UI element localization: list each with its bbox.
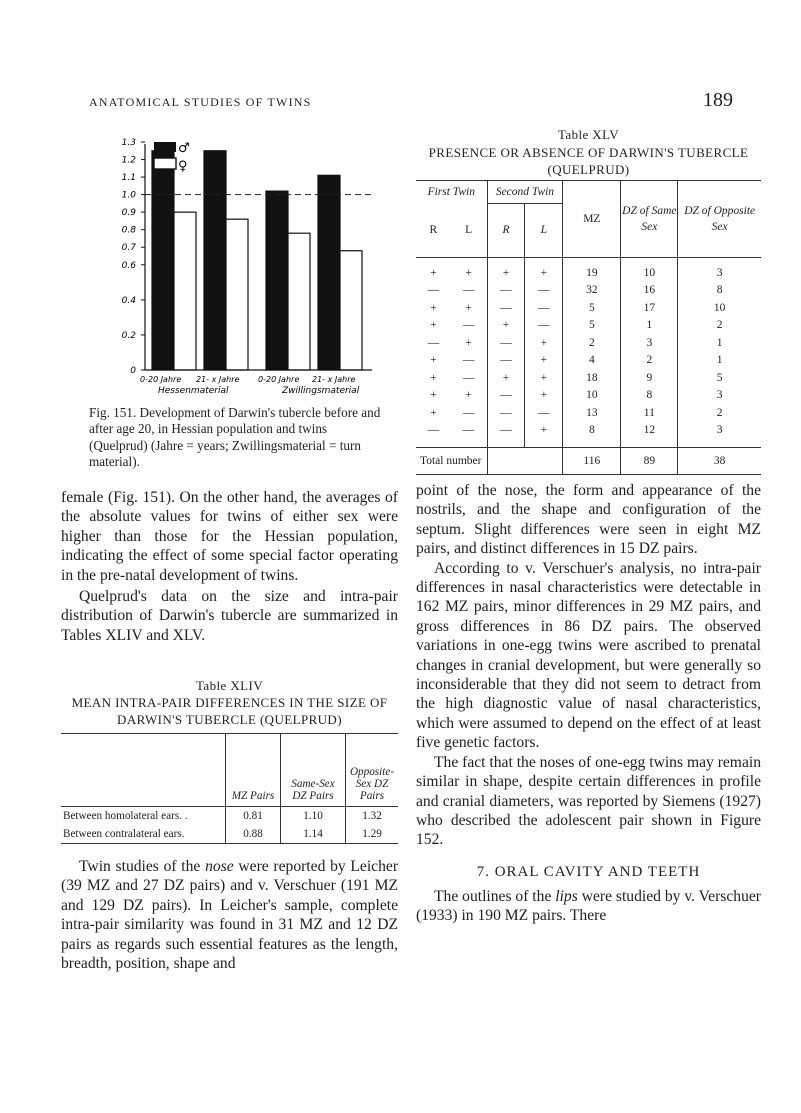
- table45-header-r: R: [429, 224, 438, 236]
- table45-cell: 3: [621, 334, 678, 352]
- x-axis-label: 0-20 Jahre: [140, 375, 182, 384]
- y-tick-label: 1.2: [121, 155, 136, 166]
- emph-nose: nose: [205, 858, 234, 875]
- table45: [416, 180, 761, 475]
- table45-cell: 8: [563, 422, 621, 448]
- group-label-zwilling: Zwillingsmaterial: [282, 386, 360, 395]
- table44-header-same-sex: Same-Sex DZ Pairs: [281, 734, 346, 807]
- table44: [61, 733, 398, 844]
- table45-cell: +: [525, 334, 563, 352]
- table45-label: Table XLV: [557, 127, 620, 142]
- table44-title: MEAN INTRA-PAIR DIFFERENCES IN THE SIZE OF DARWIN'S TUBERCLE (QUELPRUD): [71, 695, 388, 727]
- right-paragraph-1: point of the nose, the form and appearance of the nostrils, and the shape and configuration of the septum. Slight differences were seen in eight MZ pairs, and distinct differences in 15 DZ pairs.: [416, 482, 761, 558]
- bar-female-1: [174, 212, 196, 370]
- right-paragraph-4: [416, 887, 761, 926]
- table45-cell: +: [525, 258, 563, 282]
- table45-cell: —: [487, 404, 525, 422]
- left-paragraph-2: Quelprud's data on the size and intra-pair distribution of Darwin's tubercle are summarized in Tables XLIV and XLV.: [61, 588, 398, 644]
- table45-cell: 8: [621, 387, 678, 405]
- table45-cell: +: [430, 266, 437, 279]
- group-label-hessen: Hessenmaterial: [158, 386, 229, 395]
- emph-lips: lips: [555, 887, 578, 905]
- table44-header-mz: MZ Pairs: [226, 734, 281, 807]
- table45-cell: —: [462, 354, 475, 367]
- table-row: [416, 404, 761, 422]
- bar-female-3: [288, 233, 310, 370]
- table45-cell: 2: [621, 352, 678, 370]
- table45-cell: +: [465, 336, 472, 349]
- table45-total-dz-same: 89: [621, 448, 678, 475]
- y-tick-label: 0.8: [121, 225, 136, 236]
- table45-total-row: [416, 448, 761, 475]
- table45-cell: —: [525, 299, 563, 317]
- bar-male-4: [318, 175, 340, 370]
- y-tick-label: 0.2: [121, 330, 136, 341]
- table45-cell: —: [525, 404, 563, 422]
- table44-cell: 0.81: [226, 807, 281, 826]
- table45-cell: 9: [621, 369, 678, 387]
- table45-cell: 12: [621, 422, 678, 448]
- table45-total-label: Total number: [420, 455, 482, 467]
- table45-cell: 3: [678, 422, 761, 448]
- table-row: [416, 258, 761, 282]
- legend-male-symbol: ♂: [178, 141, 190, 156]
- table45-cell: —: [487, 334, 525, 352]
- left-p3-end: were reported by Leicher (39 MZ and 27 DZ pairs) and v. Verschuer (191 MZ and 129 DZ pairs). In Leicher's sample, complete intra-pair similarity was found in 31 MZ and 12 DZ pairs as regards such essential features as the length, breadth, position, shape and: [61, 858, 399, 973]
- table45-cell: 8: [678, 282, 761, 300]
- y-tick-label: 0.4: [121, 295, 136, 306]
- table45-cell: +: [487, 317, 525, 335]
- left-paragraph-1: female (Fig. 151). On the other hand, the averages of the absolute values for twins of either sex were higher than those for the Hessian population, indicating the effect of some special factor operating in the pre-natal development of twins.: [61, 489, 398, 584]
- page-number: 189: [703, 89, 733, 111]
- table44-header-opposite-sex: Opposite-Sex DZ Pairs: [346, 734, 399, 807]
- table44-cell: 1.10: [281, 807, 346, 826]
- table45-header-dz-same: DZ of Same Sex: [621, 181, 678, 258]
- legend-male-swatch: [154, 142, 176, 152]
- table45-cell: +: [465, 301, 472, 314]
- table44-cell: 1.32: [346, 807, 399, 826]
- y-tick-label: 1.3: [121, 138, 136, 148]
- table-row: [416, 387, 761, 405]
- table45-cell: —: [462, 319, 475, 332]
- table45-cell: 2: [678, 404, 761, 422]
- legend: [154, 141, 190, 174]
- table45-cell: +: [430, 406, 437, 419]
- table45-cell: —: [462, 371, 475, 384]
- table-row: [416, 317, 761, 335]
- table45-cell: +: [487, 369, 525, 387]
- table45-title: PRESENCE OR ABSENCE OF DARWIN'S TUBERCLE (QUELPRUD): [428, 145, 749, 177]
- figure-caption: Fig. 151. Development of Darwin's tubercle before and after age 20, in Hessian population and twins (Quelprud) (Jahre = years; Zwillingsmaterial = turn material).: [89, 405, 381, 470]
- table45-cell: 10: [678, 299, 761, 317]
- table-row: [61, 807, 398, 826]
- x-axis-label: 0-20 Jahre: [258, 375, 300, 384]
- table45-cell: 18: [563, 369, 621, 387]
- table45-total-dz-opposite: 38: [678, 448, 761, 475]
- table45-header-mz: MZ: [563, 181, 621, 258]
- table45-cell: —: [525, 282, 563, 300]
- y-tick-label: 0.9: [121, 208, 136, 219]
- table45-header-r2: R: [487, 203, 525, 258]
- table-row: [416, 352, 761, 370]
- table-row: [416, 334, 761, 352]
- table45-cell: 13: [563, 404, 621, 422]
- table45-cell: 10: [621, 258, 678, 282]
- table45-cell: +: [465, 266, 472, 279]
- right-p4-start: The outlines of the: [434, 887, 556, 905]
- table45-cell: +: [430, 389, 437, 402]
- table45-cell: 5: [678, 369, 761, 387]
- table45-cell: —: [462, 406, 475, 419]
- table45-cell: 5: [563, 317, 621, 335]
- right-p4-end: were studied by v. Verschuer (1933) in 190 MZ pairs. There: [416, 887, 761, 925]
- table45-cell: —: [427, 284, 440, 297]
- legend-female-swatch: [154, 158, 176, 169]
- table45-header-l: L: [465, 224, 473, 236]
- table45-cell: 2: [678, 317, 761, 335]
- table45-cell: +: [487, 258, 525, 282]
- y-tick-label: 0: [130, 366, 136, 376]
- right-paragraph-3: The fact that the noses of one-egg twins may remain similar in shape, despite certain differences in profile and cranial diameters, was reported by Siemens (1927) who described the adolescent pair shown in Figure 152.: [416, 753, 761, 849]
- table45-cell: +: [465, 389, 472, 402]
- table45-cell: 1: [678, 352, 761, 370]
- y-tick-label: 0.6: [121, 260, 136, 271]
- x-axis-label: 21- x Jahre: [196, 375, 240, 384]
- table45-total-mz: 116: [563, 448, 621, 475]
- bar-series: [152, 151, 362, 370]
- table45-cell: 19: [563, 258, 621, 282]
- left-paragraph-3: [61, 857, 398, 973]
- table45-cell: —: [487, 352, 525, 370]
- legend-female-symbol: ♀: [178, 159, 188, 174]
- table45-cell: 1: [621, 317, 678, 335]
- table45-cell: —: [525, 317, 563, 335]
- table45-header-dz-opposite: DZ of Opposite Sex: [678, 181, 761, 258]
- table45-cell: +: [525, 352, 563, 370]
- table44-cell: 1.29: [346, 825, 399, 844]
- table45-cell: 17: [621, 299, 678, 317]
- table45-cell: 4: [563, 352, 621, 370]
- table45-header-l2: L: [525, 203, 563, 258]
- table-row: [416, 282, 761, 300]
- table45-cell: +: [430, 301, 437, 314]
- running-title: ANATOMICAL STUDIES OF TWINS: [89, 95, 312, 109]
- y-tick-label: 1.0: [121, 190, 136, 201]
- bar-male-3: [266, 191, 288, 370]
- x-axis-labels: [140, 375, 356, 384]
- table45-cell: —: [462, 284, 475, 297]
- table45-cell: —: [427, 336, 440, 349]
- table44-cell: 1.14: [281, 825, 346, 844]
- y-tick-label: 1.1: [121, 173, 136, 184]
- y-axis-ticks: [122, 138, 145, 376]
- table44-row-label: Between contralateral ears.: [63, 828, 185, 840]
- bar-male-1: [152, 151, 174, 370]
- bar-female-2: [226, 219, 248, 370]
- table45-cell: 16: [621, 282, 678, 300]
- table45-cell: +: [430, 354, 437, 367]
- table45-cell: 32: [563, 282, 621, 300]
- table45-cell: +: [430, 371, 437, 384]
- table45-cell: 3: [678, 387, 761, 405]
- table-row: [416, 369, 761, 387]
- table45-cell: 1: [678, 334, 761, 352]
- table44-row-label: Between homolateral ears. .: [63, 810, 188, 822]
- table-row: [61, 825, 398, 844]
- table45-header-second-twin: Second Twin: [487, 181, 563, 204]
- bar-male-2: [204, 151, 226, 370]
- table45-cell: +: [525, 369, 563, 387]
- table45-cell: 11: [621, 404, 678, 422]
- table45-cell: —: [487, 282, 525, 300]
- table45-cell: —: [427, 424, 440, 437]
- table45-cell: —: [487, 387, 525, 405]
- table45-header-first-twin: First Twin: [427, 186, 475, 198]
- right-paragraph-2: According to v. Verschuer's analysis, no intra-pair differences in nasal characteristics were detectable in 162 MZ pairs, minor differences in 29 MZ pairs, and gross differences in 86 DZ pairs. The observed variations in one-egg twins were ascribed to prenatal changes in cranial development, but were generally so inconsiderable that they did not seem to detract from the high diagnostic value of nasal characteristics, which were assumed to depend on the effect of at least five genetic factors.: [416, 559, 761, 752]
- table45-cell: +: [525, 422, 563, 448]
- table45-cell: +: [430, 319, 437, 332]
- y-tick-label: 0.7: [121, 243, 136, 254]
- left-p3-start: Twin studies of the: [79, 858, 206, 875]
- table44-label: Table XLIV: [196, 678, 263, 693]
- table45-cell: —: [487, 422, 525, 448]
- bar-female-4: [340, 251, 362, 370]
- table45-cell: 10: [563, 387, 621, 405]
- table45-cell: 2: [563, 334, 621, 352]
- table44-cell: 0.88: [226, 825, 281, 844]
- table-row: [416, 422, 761, 448]
- table45-cell: +: [525, 387, 563, 405]
- table-row: [416, 299, 761, 317]
- table45-cell: 5: [563, 299, 621, 317]
- table45-cell: —: [462, 424, 475, 437]
- bar-chart: [100, 120, 400, 395]
- section-heading: 7. ORAL CAVITY AND TEETH: [476, 863, 701, 880]
- table45-cell: —: [487, 299, 525, 317]
- x-axis-label: 21- x Jahre: [312, 375, 356, 384]
- table45-cell: 3: [678, 258, 761, 282]
